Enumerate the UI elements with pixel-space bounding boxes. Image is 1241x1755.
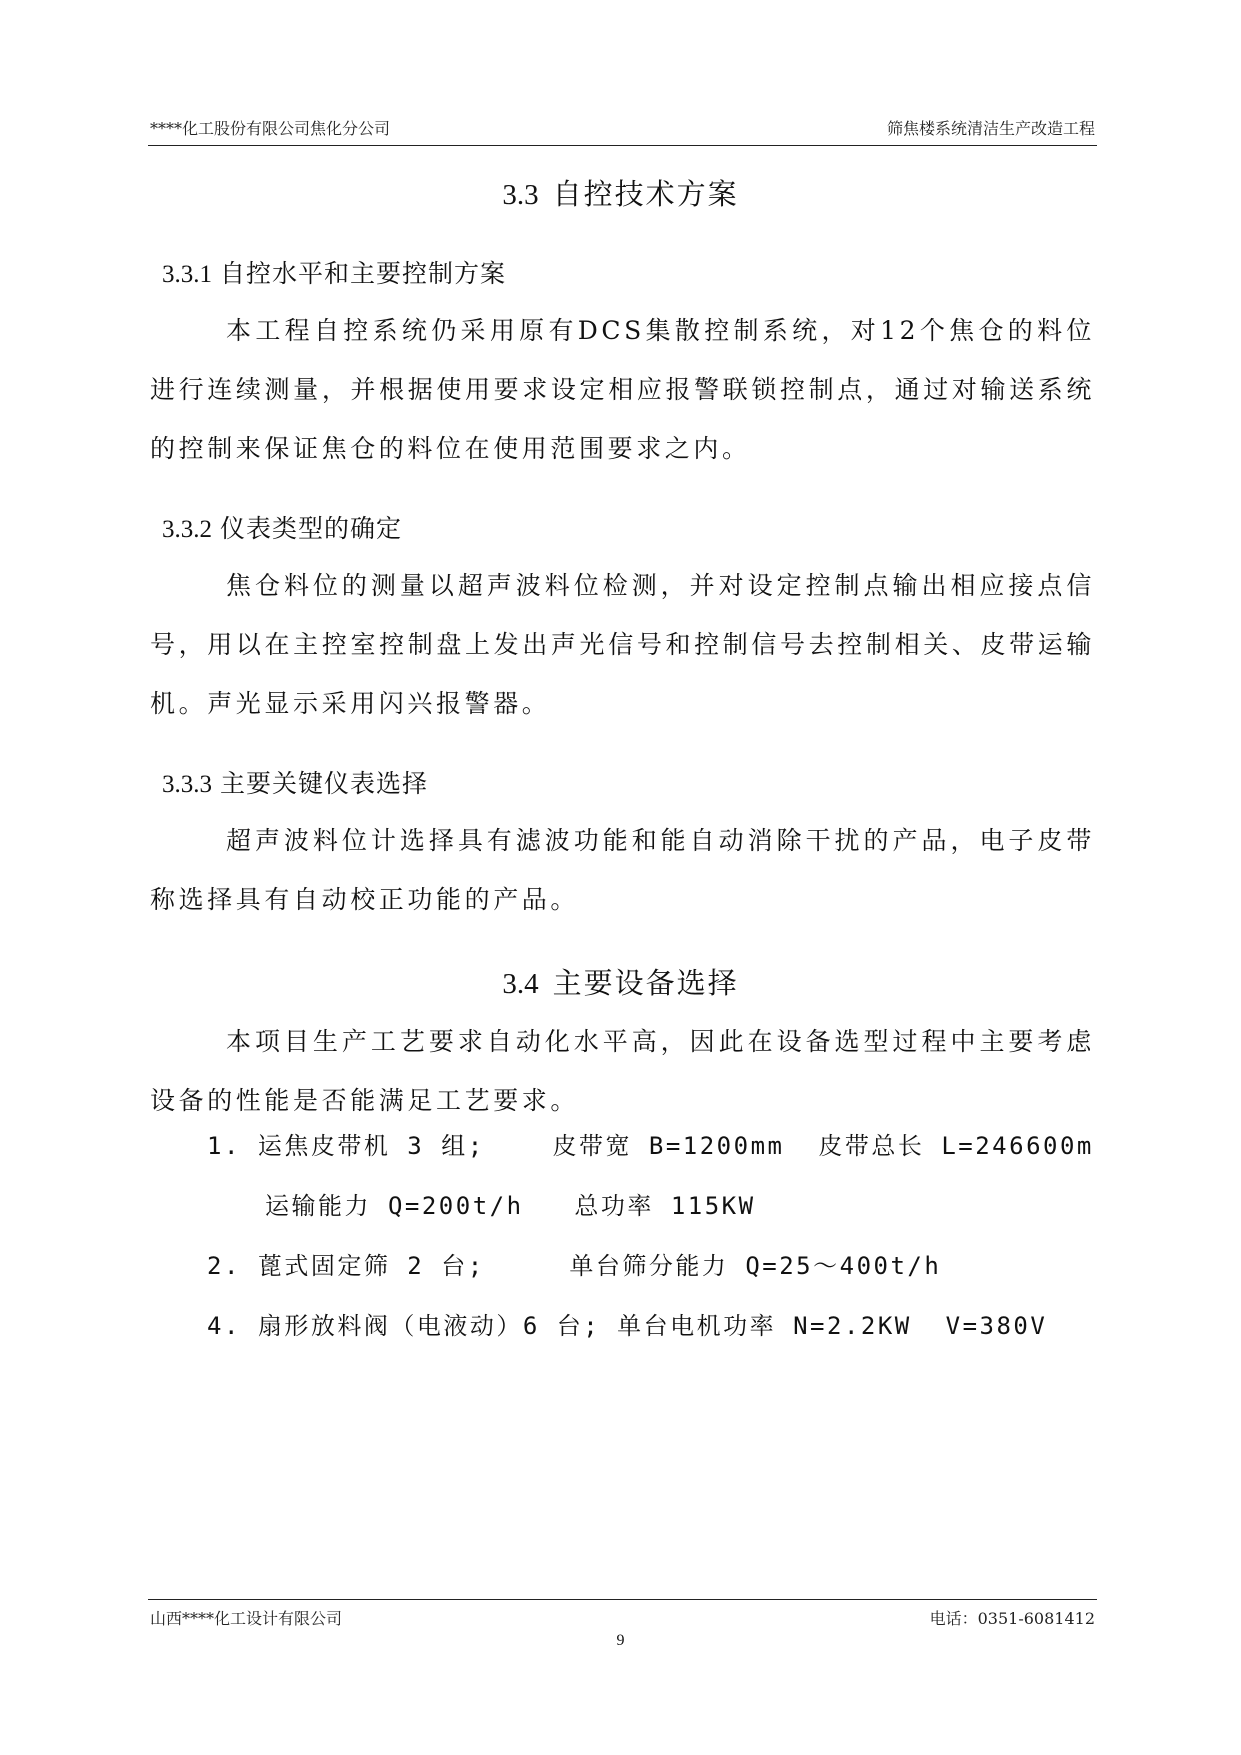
section-title: 自控技术方案: [552, 177, 739, 211]
paragraph-3-3-2: 焦仓料位的测量以超声波料位检测，并对设定控制点输出相应接点信号，用以在主控室控制盘上发出声光信号和控制信号去控制相关、皮带运输机。声光显示采用闪兴报警器。: [150, 571, 1095, 718]
subsection-number: 3.3.3: [162, 771, 212, 798]
page-number: 9: [616, 1632, 625, 1649]
section-heading-3-4: [0, 961, 1241, 1002]
section-number: 3.3: [502, 179, 539, 211]
header-divider: [148, 145, 1097, 146]
footer-company: 山西****化工设计有限公司: [150, 1609, 343, 1628]
subsection-heading-3-3-1: [162, 254, 506, 290]
section-number: 3.4: [502, 968, 539, 1000]
subsection-heading-3-3-3: [162, 764, 428, 800]
header-company: ****化工股份有限公司焦化分公司: [150, 119, 391, 138]
section-heading-3-3: [0, 172, 1241, 213]
equipment-item: 4. 扇形放料阀（电液动）6 台; 单台电机功率 N=2.2KW V=380V: [207, 1312, 1048, 1340]
subsection-title: 主要关键仪表选择: [220, 769, 429, 798]
subsection-title: 自控水平和主要控制方案: [220, 259, 507, 288]
paragraph-3-3-3: 超声波料位计选择具有滤波功能和能自动消除干扰的产品，电子皮带称选择具有自动校正功能的产品。: [150, 826, 1095, 914]
subsection-number: 3.3.2: [162, 516, 212, 543]
subsection-title: 仪表类型的确定: [220, 514, 403, 543]
footer-phone: 电话：0351-6081412: [929, 1609, 1095, 1628]
equipment-item: 2. 蓖式固定筛 2 台; 单台筛分能力 Q=25～400t/h: [207, 1252, 942, 1280]
equipment-item: 运输能力 Q=200t/h 总功率 115KW: [265, 1192, 756, 1220]
footer-divider: [148, 1599, 1097, 1600]
section-title: 主要设备选择: [552, 966, 739, 1000]
equipment-item: 1. 运焦皮带机 3 组; 皮带宽 B=1200mm 皮带总长 L=246600m: [207, 1132, 1094, 1160]
subsection-number: 3.3.1: [162, 261, 212, 288]
paragraph-3-3-1: 本工程自控系统仍采用原有DCS集散控制系统，对12个焦仓的料位进行连续测量，并根据使用要求设定相应报警联锁控制点，通过对输送系统的控制来保证焦仓的料位在使用范围要求之内。: [150, 316, 1095, 463]
subsection-heading-3-3-2: [162, 509, 402, 545]
paragraph-3-4: 本项目生产工艺要求自动化水平高，因此在设备选型过程中主要考虑设备的性能是否能满足工艺要求。: [150, 1027, 1095, 1115]
header-project: 筛焦楼系统清洁生产改造工程: [886, 119, 1095, 138]
